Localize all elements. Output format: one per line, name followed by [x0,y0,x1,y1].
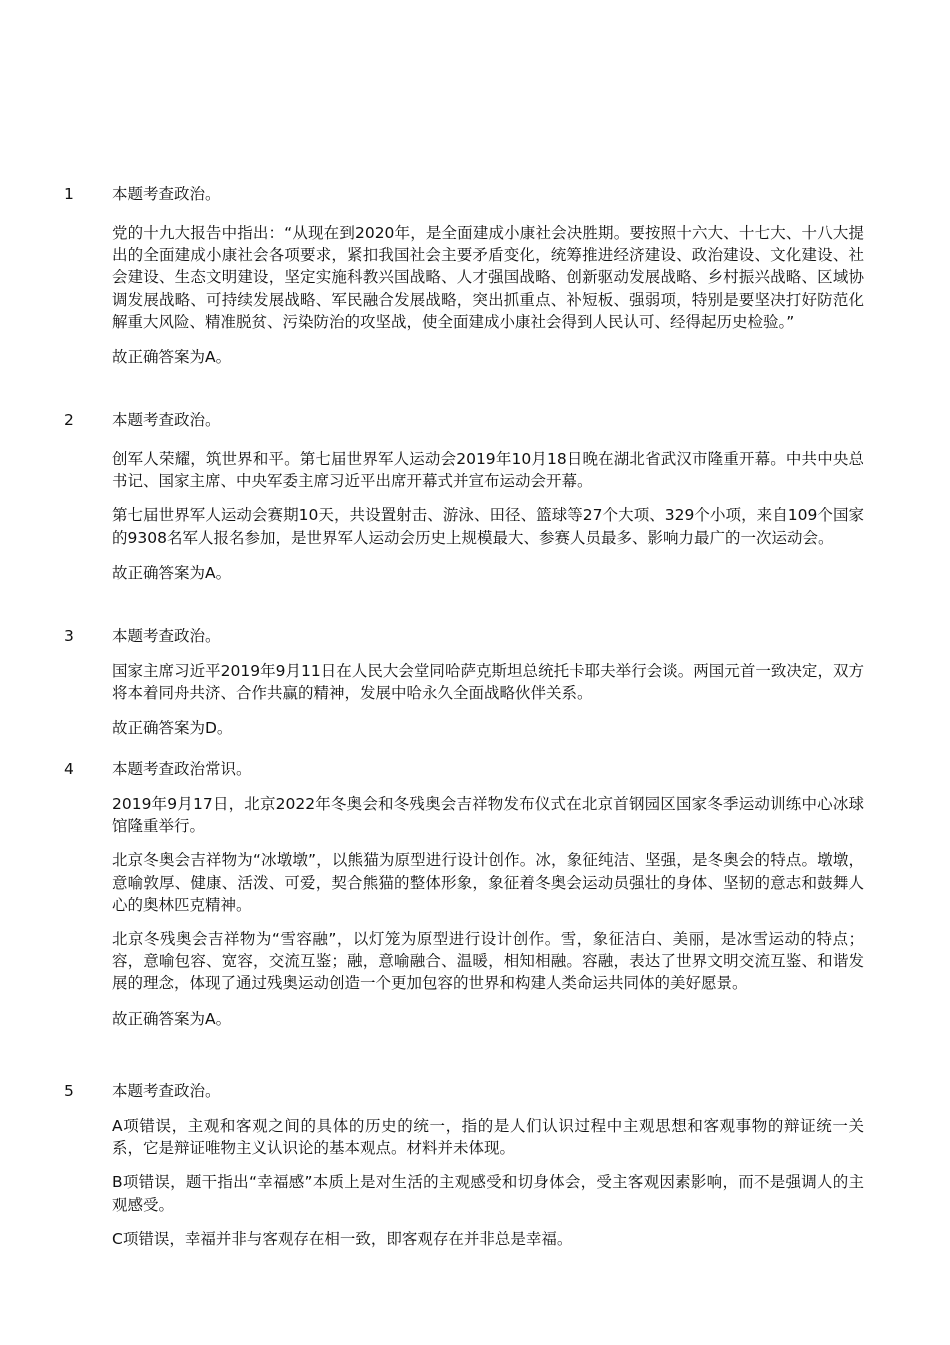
question-header [0,1079,950,1109]
answer-line: 故正确答案为D。 [112,719,233,738]
question-topic: 本题考查政治。 [112,185,221,203]
explanation-paragraph: C项错误，幸福并非与客观存在相一致，即客观存在并非总是幸福。 [112,1229,573,1248]
explanation-paragraph: A项错误，主观和客观之间的具体的历史的统一，指的是人们认识过程中主观思想和客观事物的辩证统一关系，它是辩证唯物主义认识论的基本观点。材料并未体现。 [112,1117,864,1158]
question-5 [0,1079,950,1250]
question-number: 5 [64,1082,74,1100]
question-number: 1 [64,185,74,203]
question-header [0,757,950,787]
question-1 [0,182,950,369]
explanation-paragraph: 第七届世界军人运动会赛期10天，共设置射击、游泳、田径、篮球等27个大项、329个小项，来自109个国家的9308名军人报名参加，是世界军人运动会历史上规模最大、参赛人员最多、影响力最广的一次运动会。 [112,506,864,547]
answer-line: 故正确答案为A。 [112,563,232,582]
question-header [0,182,950,212]
question-topic: 本题考查政治常识。 [112,760,252,778]
question-topic: 本题考查政治。 [112,1082,221,1100]
question-number: 4 [64,760,74,778]
question-header [0,408,950,438]
answer-line: 故正确答案为A。 [112,1009,232,1028]
question-number: 3 [64,627,74,645]
question-3 [0,624,950,740]
question-topic: 本题考查政治。 [112,411,221,429]
explanation-paragraph: 2019年9月17日，北京2022年冬奥会和冬残奥会吉祥物发布仪式在北京首钢园区国家冬季运动训练中心冰球馆隆重举行。 [112,795,864,836]
explanation-paragraph: 北京冬奥会吉祥物为“冰墩墩”，以熊猫为原型进行设计创作。冰，象征纯洁、坚强，是冬奥会的特点。墩墩，意喻敦厚、健康、活泼、可爱，契合熊猫的整体形象，象征着冬奥会运动员强壮的身体、坚韧的意志和鼓舞人心的奥林匹克精神。 [112,851,864,914]
explanation-paragraph: B项错误，题干指出“幸福感”本质上是对生活的主观感受和切身体会，受主客观因素影响，而不是强调人的主观感受。 [112,1173,864,1214]
explanation-paragraph: 北京冬残奥会吉祥物为“雪容融”，以灯笼为原型进行设计创作。雪，象征洁白、美丽，是冰雪运动的特点；容，意喻包容、宽容，交流互鉴；融，意喻融合、温暖，相知相融。容融，表达了世界文明交流互鉴、和谐发展的理念，体现了通过残奥运动创造一个更加包容的世界和构建人类命运共同体的美好愿景。 [112,930,864,993]
question-number: 2 [64,411,74,429]
question-topic: 本题考查政治。 [112,627,221,645]
question-2 [0,408,950,585]
question-4 [0,757,950,1031]
explanation-paragraph: 党的十九大报告中指出：“从现在到2020年，是全面建成小康社会决胜期。要按照十六大、十七大、十八大提出的全面建成小康社会各项要求，紧扣我国社会主要矛盾变化，统筹推进经济建设、政治建设、文化建设、社会建设、生态文明建设，坚定实施科教兴国战略、人才强国战略、创新驱动发展战略、乡村振兴战略、区域协调发展战略、可持续发展战略、军民融合发展战略，突出抓重点、补短板、强弱项，特别是要坚决打好防范化解重大风险、精准脱贫、污染防治的攻坚战，使全面建成小康社会得到人民认可、经得起历史检验。” [112,224,864,331]
question-header [0,624,950,654]
explanation-paragraph: 国家主席习近平2019年9月11日在人民大会堂同哈萨克斯坦总统托卡耶夫举行会谈。两国元首一致决定，双方将本着同舟共济、合作共赢的精神，发展中哈永久全面战略伙伴关系。 [112,662,864,703]
answer-line: 故正确答案为A。 [112,348,232,367]
explanation-paragraph: 创军人荣耀，筑世界和平。第七届世界军人运动会2019年10月18日晚在湖北省武汉市隆重开幕。中共中央总书记、国家主席、中央军委主席习近平出席开幕式并宣布运动会开幕。 [112,450,864,491]
